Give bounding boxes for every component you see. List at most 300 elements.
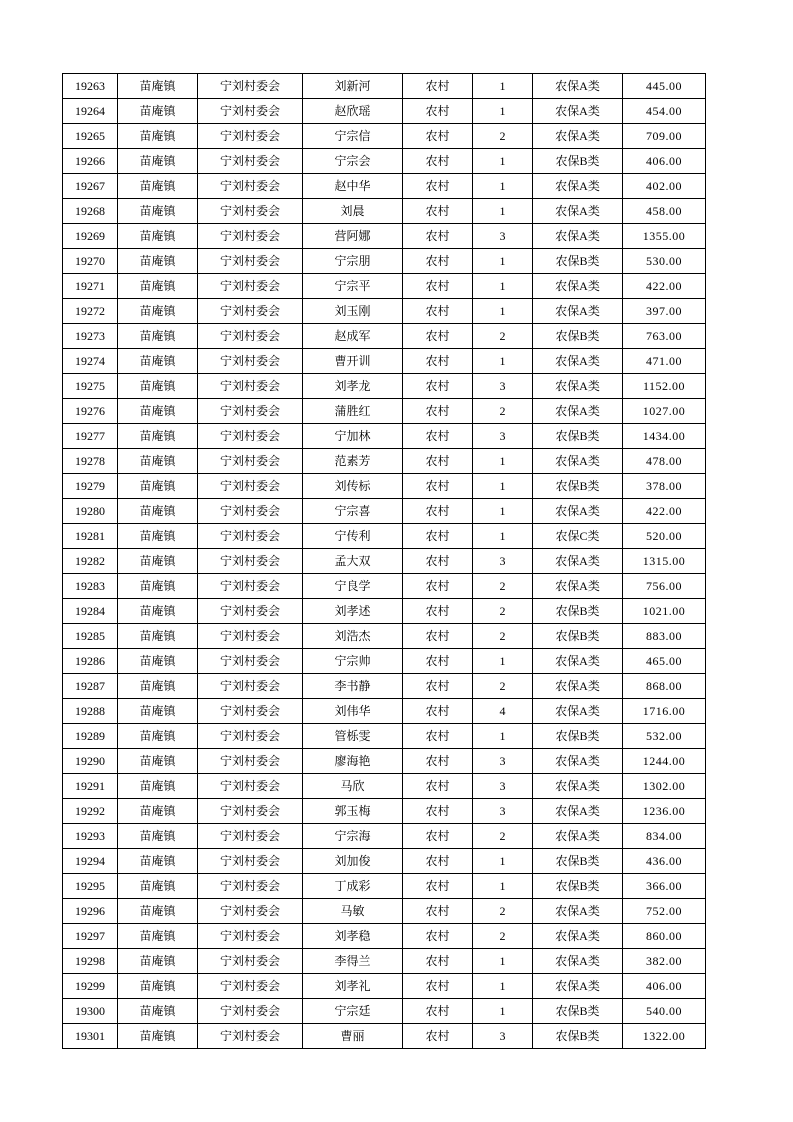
table-row bbox=[63, 749, 706, 774]
table-row bbox=[63, 974, 706, 999]
cell-village: 宁刘村委会 bbox=[198, 224, 303, 249]
cell-village: 宁刘村委会 bbox=[198, 924, 303, 949]
cell-residence: 农村 bbox=[403, 774, 473, 799]
cell-id: 19285 bbox=[63, 624, 118, 649]
table-row bbox=[63, 474, 706, 499]
cell-category: 农保A类 bbox=[533, 774, 623, 799]
cell-residence: 农村 bbox=[403, 124, 473, 149]
cell-id: 19288 bbox=[63, 699, 118, 724]
table-row bbox=[63, 649, 706, 674]
cell-category: 农保B类 bbox=[533, 474, 623, 499]
cell-residence: 农村 bbox=[403, 424, 473, 449]
cell-id: 19286 bbox=[63, 649, 118, 674]
cell-id: 19277 bbox=[63, 424, 118, 449]
table-row bbox=[63, 74, 706, 99]
cell-village: 宁刘村委会 bbox=[198, 824, 303, 849]
cell-amount: 709.00 bbox=[623, 124, 706, 149]
cell-residence: 农村 bbox=[403, 224, 473, 249]
cell-town: 苗庵镇 bbox=[118, 599, 198, 624]
cell-village: 宁刘村委会 bbox=[198, 574, 303, 599]
cell-residence: 农村 bbox=[403, 299, 473, 324]
table-row bbox=[63, 349, 706, 374]
cell-name: 宁宗帅 bbox=[303, 649, 403, 674]
cell-town: 苗庵镇 bbox=[118, 924, 198, 949]
cell-name: 赵中华 bbox=[303, 174, 403, 199]
cell-residence: 农村 bbox=[403, 624, 473, 649]
cell-name: 宁宗信 bbox=[303, 124, 403, 149]
cell-category: 农保B类 bbox=[533, 724, 623, 749]
cell-count: 2 bbox=[473, 624, 533, 649]
cell-amount: 520.00 bbox=[623, 524, 706, 549]
cell-residence: 农村 bbox=[403, 824, 473, 849]
cell-town: 苗庵镇 bbox=[118, 99, 198, 124]
cell-residence: 农村 bbox=[403, 74, 473, 99]
cell-name: 赵欣瑶 bbox=[303, 99, 403, 124]
cell-village: 宁刘村委会 bbox=[198, 874, 303, 899]
cell-category: 农保A类 bbox=[533, 749, 623, 774]
cell-count: 4 bbox=[473, 699, 533, 724]
cell-id: 19264 bbox=[63, 99, 118, 124]
cell-amount: 1236.00 bbox=[623, 799, 706, 824]
cell-village: 宁刘村委会 bbox=[198, 424, 303, 449]
cell-category: 农保A类 bbox=[533, 374, 623, 399]
cell-amount: 406.00 bbox=[623, 974, 706, 999]
cell-name: 马欣 bbox=[303, 774, 403, 799]
cell-name: 刘晨 bbox=[303, 199, 403, 224]
cell-town: 苗庵镇 bbox=[118, 524, 198, 549]
table-row bbox=[63, 1024, 706, 1049]
cell-category: 农保A类 bbox=[533, 549, 623, 574]
cell-residence: 农村 bbox=[403, 474, 473, 499]
table-row bbox=[63, 374, 706, 399]
cell-name: 曹丽 bbox=[303, 1024, 403, 1049]
table-row bbox=[63, 124, 706, 149]
cell-village: 宁刘村委会 bbox=[198, 174, 303, 199]
cell-amount: 1021.00 bbox=[623, 599, 706, 624]
cell-id: 19295 bbox=[63, 874, 118, 899]
cell-residence: 农村 bbox=[403, 174, 473, 199]
table-row bbox=[63, 724, 706, 749]
cell-id: 19265 bbox=[63, 124, 118, 149]
cell-name: 刘新河 bbox=[303, 74, 403, 99]
cell-amount: 406.00 bbox=[623, 149, 706, 174]
cell-category: 农保A类 bbox=[533, 974, 623, 999]
cell-name: 李书静 bbox=[303, 674, 403, 699]
cell-residence: 农村 bbox=[403, 949, 473, 974]
cell-town: 苗庵镇 bbox=[118, 74, 198, 99]
cell-village: 宁刘村委会 bbox=[198, 699, 303, 724]
payment-roster-table bbox=[62, 73, 706, 1049]
cell-name: 宁宗喜 bbox=[303, 499, 403, 524]
cell-id: 19296 bbox=[63, 899, 118, 924]
cell-count: 1 bbox=[473, 249, 533, 274]
cell-town: 苗庵镇 bbox=[118, 449, 198, 474]
cell-count: 3 bbox=[473, 749, 533, 774]
cell-name: 曹开训 bbox=[303, 349, 403, 374]
cell-count: 3 bbox=[473, 424, 533, 449]
cell-village: 宁刘村委会 bbox=[198, 99, 303, 124]
table-row bbox=[63, 299, 706, 324]
table-row bbox=[63, 449, 706, 474]
cell-town: 苗庵镇 bbox=[118, 624, 198, 649]
table-row bbox=[63, 224, 706, 249]
cell-amount: 1355.00 bbox=[623, 224, 706, 249]
table-row bbox=[63, 799, 706, 824]
cell-name: 刘孝稳 bbox=[303, 924, 403, 949]
table-row bbox=[63, 849, 706, 874]
table-row bbox=[63, 149, 706, 174]
cell-residence: 农村 bbox=[403, 699, 473, 724]
table-row bbox=[63, 624, 706, 649]
cell-residence: 农村 bbox=[403, 549, 473, 574]
cell-amount: 402.00 bbox=[623, 174, 706, 199]
cell-amount: 532.00 bbox=[623, 724, 706, 749]
cell-amount: 883.00 bbox=[623, 624, 706, 649]
cell-category: 农保A类 bbox=[533, 299, 623, 324]
cell-count: 3 bbox=[473, 374, 533, 399]
cell-count: 1 bbox=[473, 349, 533, 374]
cell-town: 苗庵镇 bbox=[118, 124, 198, 149]
cell-amount: 471.00 bbox=[623, 349, 706, 374]
cell-name: 刘孝龙 bbox=[303, 374, 403, 399]
cell-category: 农保A类 bbox=[533, 99, 623, 124]
cell-id: 19294 bbox=[63, 849, 118, 874]
cell-id: 19300 bbox=[63, 999, 118, 1024]
cell-village: 宁刘村委会 bbox=[198, 949, 303, 974]
cell-amount: 763.00 bbox=[623, 324, 706, 349]
cell-name: 马敏 bbox=[303, 899, 403, 924]
cell-category: 农保A类 bbox=[533, 399, 623, 424]
cell-category: 农保A类 bbox=[533, 799, 623, 824]
cell-residence: 农村 bbox=[403, 874, 473, 899]
cell-village: 宁刘村委会 bbox=[198, 624, 303, 649]
cell-category: 农保A类 bbox=[533, 924, 623, 949]
cell-amount: 454.00 bbox=[623, 99, 706, 124]
cell-residence: 农村 bbox=[403, 524, 473, 549]
cell-count: 2 bbox=[473, 674, 533, 699]
table-row bbox=[63, 174, 706, 199]
cell-village: 宁刘村委会 bbox=[198, 474, 303, 499]
cell-name: 宁加林 bbox=[303, 424, 403, 449]
cell-count: 3 bbox=[473, 1024, 533, 1049]
table-row bbox=[63, 699, 706, 724]
cell-name: 刘孝述 bbox=[303, 599, 403, 624]
cell-amount: 1244.00 bbox=[623, 749, 706, 774]
cell-village: 宁刘村委会 bbox=[198, 324, 303, 349]
cell-residence: 农村 bbox=[403, 199, 473, 224]
cell-name: 宁良学 bbox=[303, 574, 403, 599]
cell-category: 农保A类 bbox=[533, 574, 623, 599]
cell-count: 1 bbox=[473, 874, 533, 899]
cell-amount: 1315.00 bbox=[623, 549, 706, 574]
cell-name: 刘传标 bbox=[303, 474, 403, 499]
table-row bbox=[63, 924, 706, 949]
cell-amount: 530.00 bbox=[623, 249, 706, 274]
cell-id: 19270 bbox=[63, 249, 118, 274]
cell-town: 苗庵镇 bbox=[118, 674, 198, 699]
cell-village: 宁刘村委会 bbox=[198, 549, 303, 574]
cell-count: 2 bbox=[473, 324, 533, 349]
cell-name: 李得兰 bbox=[303, 949, 403, 974]
cell-count: 1 bbox=[473, 724, 533, 749]
cell-category: 农保A类 bbox=[533, 449, 623, 474]
cell-category: 农保A类 bbox=[533, 824, 623, 849]
cell-name: 刘孝礼 bbox=[303, 974, 403, 999]
cell-count: 1 bbox=[473, 499, 533, 524]
cell-town: 苗庵镇 bbox=[118, 199, 198, 224]
cell-amount: 378.00 bbox=[623, 474, 706, 499]
cell-village: 宁刘村委会 bbox=[198, 899, 303, 924]
cell-category: 农保B类 bbox=[533, 624, 623, 649]
table-row bbox=[63, 674, 706, 699]
cell-count: 1 bbox=[473, 974, 533, 999]
cell-amount: 860.00 bbox=[623, 924, 706, 949]
cell-category: 农保A类 bbox=[533, 949, 623, 974]
cell-town: 苗庵镇 bbox=[118, 799, 198, 824]
cell-town: 苗庵镇 bbox=[118, 499, 198, 524]
cell-category: 农保B类 bbox=[533, 249, 623, 274]
cell-id: 19279 bbox=[63, 474, 118, 499]
cell-residence: 农村 bbox=[403, 674, 473, 699]
cell-amount: 397.00 bbox=[623, 299, 706, 324]
cell-category: 农保A类 bbox=[533, 224, 623, 249]
table-body bbox=[63, 74, 706, 1049]
cell-residence: 农村 bbox=[403, 924, 473, 949]
cell-village: 宁刘村委会 bbox=[198, 724, 303, 749]
cell-residence: 农村 bbox=[403, 149, 473, 174]
cell-id: 19301 bbox=[63, 1024, 118, 1049]
cell-amount: 1302.00 bbox=[623, 774, 706, 799]
cell-id: 19271 bbox=[63, 274, 118, 299]
cell-id: 19273 bbox=[63, 324, 118, 349]
cell-name: 刘加俊 bbox=[303, 849, 403, 874]
cell-residence: 农村 bbox=[403, 449, 473, 474]
cell-amount: 382.00 bbox=[623, 949, 706, 974]
cell-category: 农保C类 bbox=[533, 524, 623, 549]
cell-town: 苗庵镇 bbox=[118, 274, 198, 299]
cell-amount: 1716.00 bbox=[623, 699, 706, 724]
cell-town: 苗庵镇 bbox=[118, 649, 198, 674]
cell-town: 苗庵镇 bbox=[118, 849, 198, 874]
cell-residence: 农村 bbox=[403, 799, 473, 824]
cell-amount: 540.00 bbox=[623, 999, 706, 1024]
cell-category: 农保A类 bbox=[533, 274, 623, 299]
cell-category: 农保A类 bbox=[533, 899, 623, 924]
cell-village: 宁刘村委会 bbox=[198, 774, 303, 799]
cell-count: 3 bbox=[473, 549, 533, 574]
cell-count: 2 bbox=[473, 399, 533, 424]
cell-count: 1 bbox=[473, 949, 533, 974]
cell-category: 农保B类 bbox=[533, 1024, 623, 1049]
cell-category: 农保B类 bbox=[533, 324, 623, 349]
cell-town: 苗庵镇 bbox=[118, 574, 198, 599]
cell-residence: 农村 bbox=[403, 724, 473, 749]
cell-category: 农保A类 bbox=[533, 349, 623, 374]
cell-town: 苗庵镇 bbox=[118, 324, 198, 349]
cell-town: 苗庵镇 bbox=[118, 224, 198, 249]
cell-town: 苗庵镇 bbox=[118, 999, 198, 1024]
cell-village: 宁刘村委会 bbox=[198, 299, 303, 324]
cell-amount: 465.00 bbox=[623, 649, 706, 674]
cell-count: 1 bbox=[473, 999, 533, 1024]
cell-residence: 农村 bbox=[403, 649, 473, 674]
table-row bbox=[63, 774, 706, 799]
cell-amount: 1027.00 bbox=[623, 399, 706, 424]
cell-count: 1 bbox=[473, 174, 533, 199]
cell-category: 农保B类 bbox=[533, 424, 623, 449]
cell-town: 苗庵镇 bbox=[118, 699, 198, 724]
cell-category: 农保A类 bbox=[533, 674, 623, 699]
cell-category: 农保B类 bbox=[533, 849, 623, 874]
table-row bbox=[63, 999, 706, 1024]
cell-count: 2 bbox=[473, 574, 533, 599]
cell-id: 19282 bbox=[63, 549, 118, 574]
cell-village: 宁刘村委会 bbox=[198, 449, 303, 474]
cell-category: 农保B类 bbox=[533, 874, 623, 899]
cell-amount: 478.00 bbox=[623, 449, 706, 474]
cell-village: 宁刘村委会 bbox=[198, 274, 303, 299]
cell-town: 苗庵镇 bbox=[118, 1024, 198, 1049]
cell-amount: 752.00 bbox=[623, 899, 706, 924]
cell-residence: 农村 bbox=[403, 999, 473, 1024]
cell-amount: 422.00 bbox=[623, 274, 706, 299]
cell-id: 19299 bbox=[63, 974, 118, 999]
cell-name: 宁宗平 bbox=[303, 274, 403, 299]
cell-town: 苗庵镇 bbox=[118, 874, 198, 899]
cell-residence: 农村 bbox=[403, 899, 473, 924]
cell-residence: 农村 bbox=[403, 274, 473, 299]
cell-id: 19267 bbox=[63, 174, 118, 199]
cell-residence: 农村 bbox=[403, 499, 473, 524]
cell-count: 1 bbox=[473, 474, 533, 499]
table-row bbox=[63, 274, 706, 299]
cell-id: 19272 bbox=[63, 299, 118, 324]
cell-id: 19291 bbox=[63, 774, 118, 799]
table-row bbox=[63, 99, 706, 124]
cell-id: 19275 bbox=[63, 374, 118, 399]
cell-id: 19268 bbox=[63, 199, 118, 224]
table-row bbox=[63, 899, 706, 924]
cell-category: 农保A类 bbox=[533, 649, 623, 674]
cell-village: 宁刘村委会 bbox=[198, 199, 303, 224]
cell-town: 苗庵镇 bbox=[118, 474, 198, 499]
cell-count: 1 bbox=[473, 99, 533, 124]
cell-name: 宁宗廷 bbox=[303, 999, 403, 1024]
table-row bbox=[63, 549, 706, 574]
cell-village: 宁刘村委会 bbox=[198, 124, 303, 149]
cell-category: 农保B类 bbox=[533, 999, 623, 1024]
cell-count: 2 bbox=[473, 599, 533, 624]
cell-town: 苗庵镇 bbox=[118, 724, 198, 749]
cell-town: 苗庵镇 bbox=[118, 824, 198, 849]
cell-town: 苗庵镇 bbox=[118, 774, 198, 799]
cell-id: 19292 bbox=[63, 799, 118, 824]
cell-count: 1 bbox=[473, 149, 533, 174]
cell-amount: 756.00 bbox=[623, 574, 706, 599]
cell-name: 孟大双 bbox=[303, 549, 403, 574]
table-row bbox=[63, 424, 706, 449]
cell-count: 1 bbox=[473, 274, 533, 299]
cell-name: 廖海艳 bbox=[303, 749, 403, 774]
cell-village: 宁刘村委会 bbox=[198, 149, 303, 174]
cell-residence: 农村 bbox=[403, 599, 473, 624]
cell-count: 2 bbox=[473, 824, 533, 849]
cell-id: 19290 bbox=[63, 749, 118, 774]
cell-name: 宁宗海 bbox=[303, 824, 403, 849]
table-row bbox=[63, 874, 706, 899]
cell-name: 郭玉梅 bbox=[303, 799, 403, 824]
cell-amount: 445.00 bbox=[623, 74, 706, 99]
cell-id: 19276 bbox=[63, 399, 118, 424]
cell-amount: 436.00 bbox=[623, 849, 706, 874]
cell-village: 宁刘村委会 bbox=[198, 249, 303, 274]
cell-amount: 1434.00 bbox=[623, 424, 706, 449]
cell-residence: 农村 bbox=[403, 749, 473, 774]
cell-count: 2 bbox=[473, 124, 533, 149]
cell-residence: 农村 bbox=[403, 974, 473, 999]
cell-town: 苗庵镇 bbox=[118, 374, 198, 399]
cell-amount: 366.00 bbox=[623, 874, 706, 899]
cell-name: 范素芳 bbox=[303, 449, 403, 474]
cell-town: 苗庵镇 bbox=[118, 399, 198, 424]
cell-residence: 农村 bbox=[403, 99, 473, 124]
cell-town: 苗庵镇 bbox=[118, 349, 198, 374]
cell-category: 农保A类 bbox=[533, 124, 623, 149]
table-row bbox=[63, 949, 706, 974]
table-row bbox=[63, 574, 706, 599]
cell-count: 1 bbox=[473, 524, 533, 549]
cell-count: 3 bbox=[473, 799, 533, 824]
cell-category: 农保A类 bbox=[533, 74, 623, 99]
cell-category: 农保A类 bbox=[533, 174, 623, 199]
cell-id: 19278 bbox=[63, 449, 118, 474]
cell-village: 宁刘村委会 bbox=[198, 999, 303, 1024]
cell-amount: 834.00 bbox=[623, 824, 706, 849]
table-row bbox=[63, 599, 706, 624]
cell-town: 苗庵镇 bbox=[118, 749, 198, 774]
cell-id: 19269 bbox=[63, 224, 118, 249]
cell-village: 宁刘村委会 bbox=[198, 974, 303, 999]
cell-name: 宁宗会 bbox=[303, 149, 403, 174]
cell-town: 苗庵镇 bbox=[118, 949, 198, 974]
cell-count: 1 bbox=[473, 649, 533, 674]
cell-name: 管栎雯 bbox=[303, 724, 403, 749]
table-row bbox=[63, 399, 706, 424]
table-row bbox=[63, 824, 706, 849]
cell-count: 3 bbox=[473, 774, 533, 799]
cell-village: 宁刘村委会 bbox=[198, 849, 303, 874]
cell-residence: 农村 bbox=[403, 374, 473, 399]
cell-village: 宁刘村委会 bbox=[198, 399, 303, 424]
cell-id: 19274 bbox=[63, 349, 118, 374]
cell-town: 苗庵镇 bbox=[118, 149, 198, 174]
cell-id: 19298 bbox=[63, 949, 118, 974]
cell-name: 刘浩杰 bbox=[303, 624, 403, 649]
cell-amount: 458.00 bbox=[623, 199, 706, 224]
cell-count: 2 bbox=[473, 899, 533, 924]
cell-residence: 农村 bbox=[403, 349, 473, 374]
cell-town: 苗庵镇 bbox=[118, 174, 198, 199]
cell-name: 丁成彩 bbox=[303, 874, 403, 899]
cell-name: 蒲胜红 bbox=[303, 399, 403, 424]
cell-category: 农保B类 bbox=[533, 149, 623, 174]
cell-residence: 农村 bbox=[403, 849, 473, 874]
cell-count: 1 bbox=[473, 299, 533, 324]
cell-amount: 1322.00 bbox=[623, 1024, 706, 1049]
cell-village: 宁刘村委会 bbox=[198, 1024, 303, 1049]
cell-id: 19293 bbox=[63, 824, 118, 849]
cell-name: 营阿娜 bbox=[303, 224, 403, 249]
